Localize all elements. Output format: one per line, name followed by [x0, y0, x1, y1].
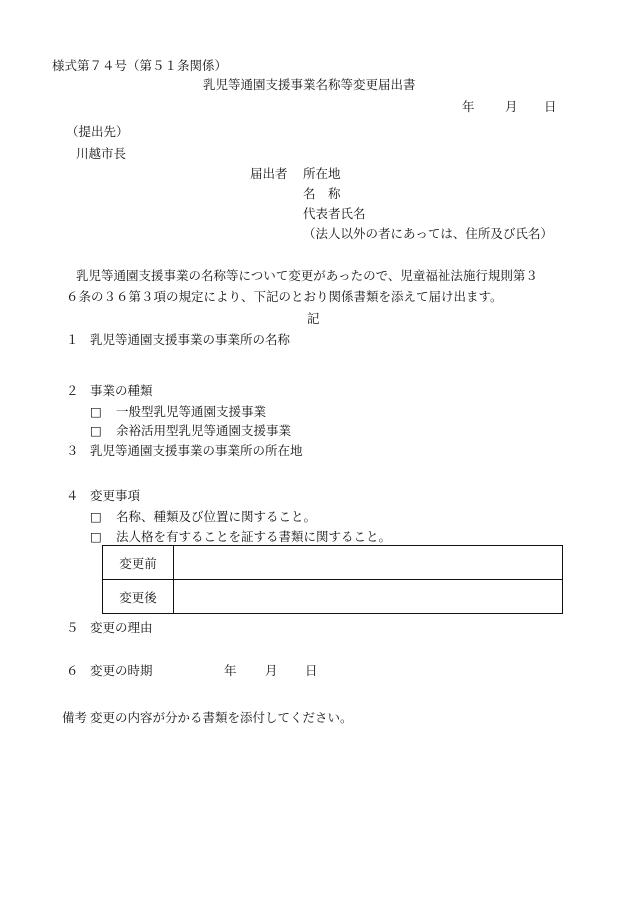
before-value-field[interactable] [174, 546, 563, 580]
item-6-number: ６ [66, 663, 79, 678]
applicant-note: （法人以外の者にあっては、住所及び氏名） [303, 226, 553, 241]
after-label: 変更後 [103, 580, 174, 614]
change-table [102, 545, 563, 614]
item-4-option-name[interactable] [90, 509, 316, 525]
remarks-text: 変更の内容が分かる書類を添付してください。 [90, 710, 353, 725]
item-5-number: ５ [66, 620, 79, 635]
checkbox-icon[interactable]: □ [90, 529, 102, 544]
checkbox-icon[interactable]: □ [90, 423, 102, 438]
item-2-option-general[interactable] [90, 404, 266, 420]
after-value-field[interactable] [174, 580, 563, 614]
applicant-representative: 代表者氏名 [303, 206, 366, 221]
applicant-address: 所在地 [303, 166, 341, 181]
table-row [103, 580, 563, 614]
item-2-option-surplus[interactable] [90, 423, 291, 439]
date-day: 日 [544, 99, 557, 114]
item-3-label: 乳児等通園支援事業の事業所の所在地 [90, 443, 303, 458]
body-line-2: ６条の３６第３項の規定により、下記のとおり関係書類を添えて届け出ます。 [66, 289, 503, 304]
date-month: 月 [505, 99, 518, 114]
checkbox-icon[interactable]: □ [90, 404, 102, 419]
body-line-1: 乳児等通園支援事業の名称等について変更があったので、児童福祉法施行規則第３ [76, 268, 538, 283]
date-year: 年 [462, 99, 475, 114]
item-4-option-corporate[interactable] [90, 529, 391, 545]
applicant-name: 名 称 [303, 186, 341, 201]
applicant-label: 届出者 [250, 166, 288, 181]
addressee-label: （提出先） [66, 124, 129, 139]
item-6-year: 年 [224, 663, 237, 678]
option-label: 名称、種類及び位置に関すること。 [116, 509, 317, 524]
item-3-number: ３ [66, 443, 79, 458]
item-1-label: 乳児等通園支援事業の事業所の名称 [90, 332, 291, 347]
item-4-number: ４ [66, 488, 79, 503]
before-label: 変更前 [103, 546, 174, 580]
item-6-day: 日 [305, 663, 318, 678]
item-1-number: １ [66, 332, 79, 347]
item-5-label: 変更の理由 [90, 620, 153, 635]
item-4-label: 変更事項 [90, 488, 141, 503]
option-label: 一般型乳児等通園支援事業 [116, 404, 267, 419]
form-number: 様式第７４号（第５１条関係） [52, 58, 228, 73]
item-6-label: 変更の時期 [90, 663, 153, 678]
document-title: 乳児等通園支援事業名称等変更届出書 [203, 77, 416, 92]
item-2-label: 事業の種類 [90, 383, 153, 398]
item-6-month: 月 [265, 663, 278, 678]
option-label: 法人格を有することを証する書類に関すること。 [116, 529, 392, 544]
ki-heading: 記 [307, 311, 320, 326]
checkbox-icon[interactable]: □ [90, 509, 102, 524]
addressee-name: 川越市長 [76, 146, 127, 161]
item-2-number: ２ [66, 383, 79, 398]
option-label: 余裕活用型乳児等通園支援事業 [116, 423, 292, 438]
table-row [103, 546, 563, 580]
remarks-label: 備考 [62, 710, 88, 725]
